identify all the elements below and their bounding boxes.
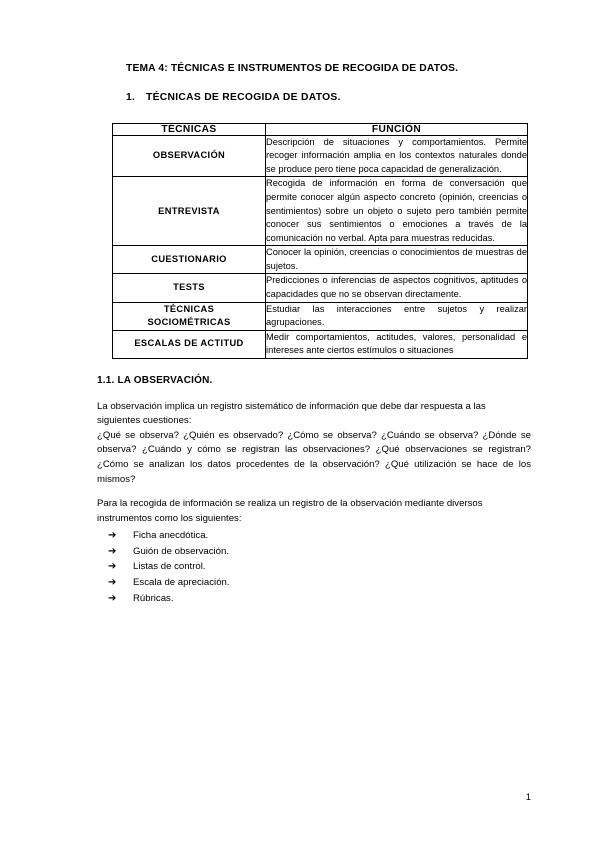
arrow-right-icon: ➔ [108, 561, 117, 573]
table-row [113, 274, 528, 302]
list-item-label: Guión de observación. [133, 545, 229, 557]
column-header-funcion: FUNCIÓN [266, 123, 528, 135]
list-item [108, 544, 531, 560]
technique-function: Estudiar las interacciones entre sujetos y realizar agrupaciones. [266, 302, 528, 330]
list-item-label: Listas de control. [133, 561, 206, 573]
observation-intro-paragraph: La observación implica un registro sistemático de información que debe dar respuesta a las siguientes cuestiones: [97, 400, 486, 427]
section-1-number: 1. [126, 92, 136, 104]
list-item [108, 575, 531, 591]
table-row [113, 330, 528, 358]
list-item-label: Rúbricas. [133, 592, 174, 604]
section-1-1-heading: 1.1. LA OBSERVACIÓN. [97, 374, 213, 386]
technique-name: OBSERVACIÓN [113, 135, 266, 177]
observation-questions-paragraph: ¿Qué se observa? ¿Quién es observado? ¿Cómo se observa? ¿Cuándo se observa? ¿Dónde se observa? ¿Cuándo y cómo se registran las observaciones? ¿Qué observaciones se registran? ¿Cómo se analizan los datos procedentes de la observación? ¿Qué utilización se hace de los mismos? [97, 429, 531, 485]
table-row [113, 135, 528, 177]
technique-function: Medir comportamientos, actitudes, valores, personalidad e intereses ante ciertos estímulos o situaciones [266, 330, 528, 358]
table-header-row [113, 123, 528, 135]
technique-name-line1: TÉCNICAS [163, 303, 215, 314]
technique-name: ENTREVISTA [113, 177, 266, 246]
table-row [113, 177, 528, 246]
technique-name [113, 302, 266, 330]
arrow-right-icon: ➔ [108, 545, 117, 557]
technique-function: Descripción de situaciones y comportamientos. Permite recoger información amplia en los contextos naturales donde se produce pero tiene poca capacidad de generalización. [266, 135, 528, 177]
technique-name-line2: SOCIOMÉTRICAS [147, 317, 231, 328]
list-item-label: Escala de apreciación. [133, 576, 230, 588]
technique-function: Recogida de información en forma de conversación que permite conocer algún aspecto concreto (opinión, creencias o sentimientos) sobre un objeto o sujeto pero también permite conocer sus sentimientos o emociones a través de la comunicación no verbal. Apta para muestras reducidas. [266, 177, 528, 246]
technique-function: Predicciones o inferencias de aspectos cognitivos, aptitudes o capacidades que no se observan directamente. [266, 274, 528, 302]
arrow-right-icon: ➔ [108, 530, 117, 542]
instruments-intro-paragraph: Para la recogida de información se realiza un registro de la observación mediante diversos instrumentos como los siguientes: [97, 498, 483, 524]
document-title: TEMA 4: TÉCNICAS E INSTRUMENTOS DE RECOGIDA DE DATOS. [126, 63, 459, 74]
instruments-list [97, 528, 531, 606]
arrow-right-icon: ➔ [108, 592, 117, 604]
table-row [113, 302, 528, 330]
technique-function: Conocer la opinión, creencias o conocimientos de muestras de sujetos. [266, 246, 528, 274]
techniques-table [112, 123, 528, 359]
technique-name: ESCALAS DE ACTITUD [113, 330, 266, 358]
list-item [108, 591, 531, 607]
technique-name: CUESTIONARIO [113, 246, 266, 274]
list-item [108, 559, 531, 575]
page-number: 1 [525, 792, 531, 803]
list-item [108, 528, 531, 544]
section-1-title: TÉCNICAS DE RECOGIDA DE DATOS. [146, 92, 341, 104]
column-header-tecnicas: TÉCNICAS [113, 123, 266, 135]
technique-name: TESTS [113, 274, 266, 302]
document-content [97, 62, 531, 606]
list-item-label: Ficha anecdótica. [133, 530, 209, 542]
arrow-right-icon: ➔ [108, 576, 117, 588]
section-1-heading [126, 91, 531, 104]
table-row [113, 246, 528, 274]
